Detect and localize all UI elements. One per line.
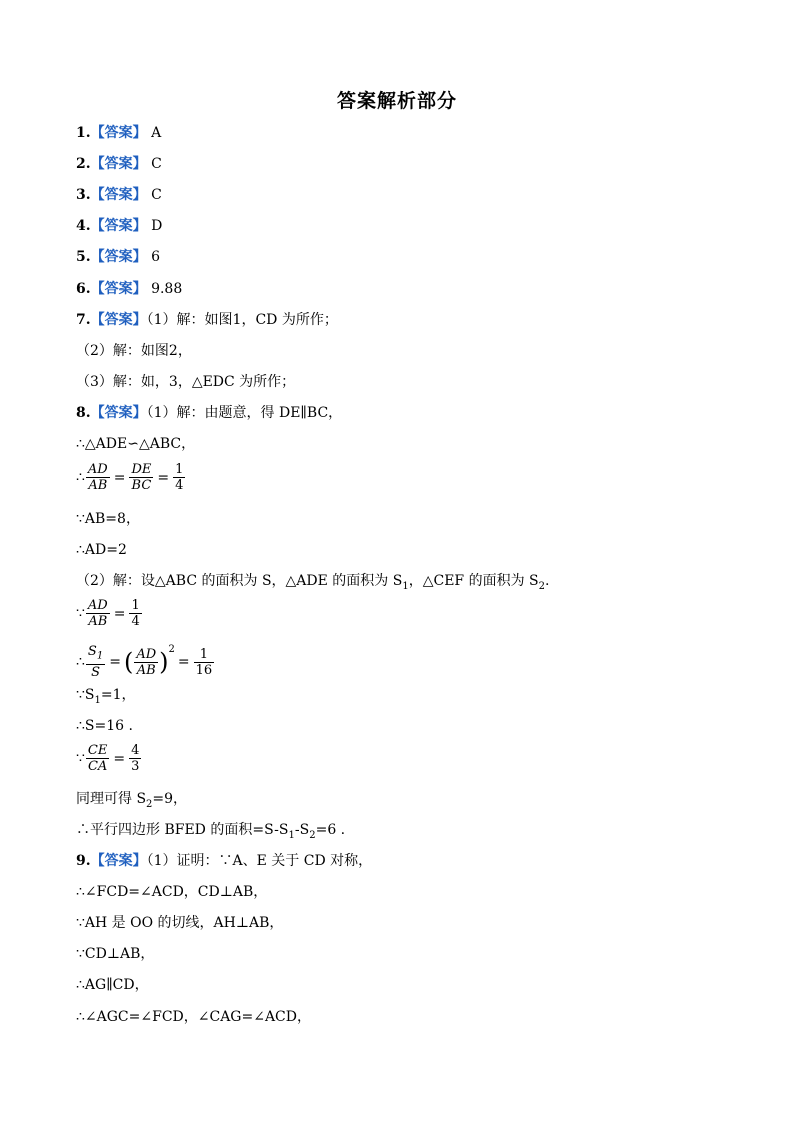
answer-tag: 【答案】: [90, 405, 147, 421]
q7-line-1: [76, 310, 338, 330]
q8-line-12: 同理可得 $S_2=9$，: [76, 791, 188, 810]
question-number: 4.: [76, 218, 91, 234]
question-number: 8.: [76, 405, 91, 421]
q9-line-5: ∴AG∥CD，: [76, 977, 149, 993]
answer-text: C: [151, 156, 162, 172]
fraction-de-bc: $\frac{DE}{BC}$: [131, 462, 152, 493]
answer-tag: 【答案】: [90, 156, 147, 172]
answer-line-3: [76, 185, 162, 205]
fraction-ad-ab: $\frac{AD}{AB}$: [87, 598, 108, 629]
answer-line-6: [76, 279, 182, 299]
solution-text: （1）证明：∵A、E 关于 CD 对称，: [146, 853, 373, 869]
therefore-symbol: ∴: [76, 654, 85, 670]
question-number: 1.: [76, 125, 91, 141]
q8-line-5: ∴AD=2: [76, 542, 127, 558]
answer-tag: 【答案】: [90, 312, 147, 328]
fraction-one-sixteenth: $\frac{1}{16}$: [195, 646, 213, 678]
answer-tag: 【答案】: [90, 281, 147, 297]
q8-ratio-equation: ∴ $\frac{AD}{AB}$ = $\frac{DE}{BC}$ = $\frac{1}{4}$: [76, 462, 184, 493]
answer-line-1: [76, 123, 161, 143]
answer-line-5: [76, 247, 160, 267]
question-number: 7.: [76, 312, 91, 328]
q8-line-6: （2）解：设△ABC 的面积为 S，△ADE 的面积为 $S_1$，△CEF 的面积为 $S_2$.: [76, 573, 550, 592]
fraction-ce-ca: $\frac{CE}{CA}$: [87, 743, 108, 774]
q9-line-2: ∴∠FCD=∠ACD，CD⊥AB，: [76, 884, 268, 900]
answer-tag: 【答案】: [90, 187, 147, 203]
q7-line-3: （3）解：如，3，△EDC 为所作；: [76, 374, 296, 390]
question-number: 3.: [76, 187, 91, 203]
answer-text: D: [151, 218, 163, 234]
answer-line-2: [76, 154, 162, 174]
question-number: 9.: [76, 853, 91, 869]
fraction-four-thirds: $\frac{4}{3}$: [131, 743, 140, 774]
fraction-ad-ab: $\frac{AD}{AB}$: [87, 462, 108, 493]
question-number: 5.: [76, 249, 91, 265]
q8-ratio-equation-3: ∵ $\frac{CE}{CA}$ = $\frac{4}{3}$: [76, 743, 140, 774]
q9-line-4: ∵CD⊥AB，: [76, 946, 155, 962]
solution-text: （1）解：如图1，CD 为所作；: [146, 312, 338, 328]
answer-tag: 【答案】: [90, 853, 147, 869]
answer-tag: 【答案】: [90, 218, 147, 234]
answer-tag: 【答案】: [90, 249, 147, 265]
because-symbol: ∵: [76, 605, 85, 622]
exponent: 2: [168, 644, 175, 655]
q8-line-9: $\because S_1=1$，: [76, 687, 136, 706]
q8-line-10: ∴S=16 .: [76, 718, 133, 734]
q9-line-6: ∴∠AGC=∠FCD，∠CAG=∠ACD，: [76, 1009, 311, 1025]
question-number: 6.: [76, 281, 91, 297]
question-number: 2.: [76, 156, 91, 172]
solution-text: （1）解：由题意，得 DE∥BC，: [146, 405, 343, 421]
fraction-one-quarter: $\frac{1}{4}$: [175, 462, 184, 493]
fraction-one-quarter: $\frac{1}{4}$: [131, 598, 140, 629]
therefore-symbol: ∴: [76, 469, 85, 486]
fraction-ad-ab: $\frac{AD}{AB}$: [136, 646, 157, 678]
q9-line-3: ∵AH 是 OO 的切线，AH⊥AB，: [76, 915, 284, 931]
q8-ratio-equation-2: ∵ $\frac{AD}{AB}$ = $\frac{1}{4}$: [76, 598, 140, 629]
answer-tag: 【答案】: [90, 125, 147, 141]
q8-line-13: ∴平行四边形 BFED 的面积$=S-S_1-S_2=6$ .: [76, 822, 346, 841]
page-title: 答案解析部分: [336, 90, 457, 112]
q8-line-2: ∴△ADE∽△ABC，: [76, 436, 196, 452]
answer-text: 6: [151, 249, 160, 265]
answer-text: A: [151, 125, 162, 141]
q8-area-ratio-equation: ∴ $\frac{S_1}{S}$ = ( $\frac{AD}{AB}$ )$^2$= $\frac{1}{16}$: [76, 644, 213, 680]
q8-line-1: [76, 403, 342, 423]
q9-line-1: [76, 851, 372, 871]
fraction-s1-s: $\frac{S_1}{S}$: [87, 644, 104, 680]
q8-line-4: ∵AB=8，: [76, 511, 140, 527]
q7-line-2: （2）解：如图2，: [76, 343, 192, 359]
answer-text: C: [151, 187, 162, 203]
answer-line-4: [76, 216, 162, 236]
answer-text: 9.88: [151, 281, 183, 297]
because-symbol: ∵: [76, 750, 85, 767]
